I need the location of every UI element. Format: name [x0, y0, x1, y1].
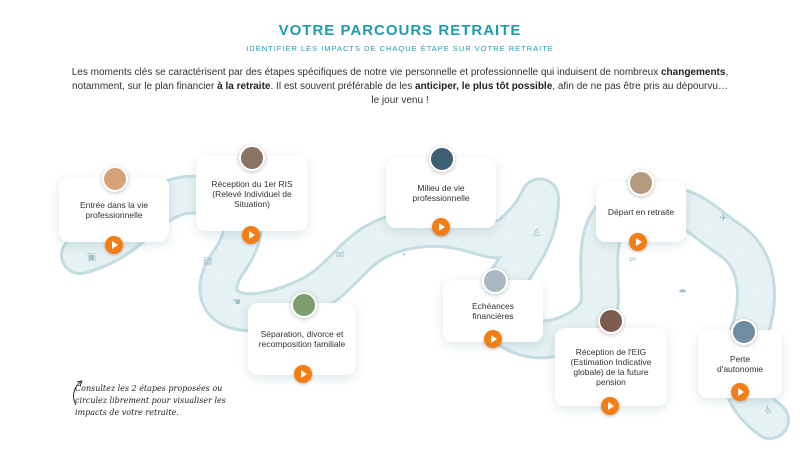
- play-button[interactable]: [731, 383, 749, 401]
- step-label: Entrée dans la vie professionnelle: [79, 199, 149, 220]
- play-button[interactable]: [432, 218, 450, 236]
- people-icon: ♙: [532, 228, 541, 239]
- umbrella-icon: ☂: [678, 288, 687, 299]
- help-note: Consultez les 2 étapes proposées ou circulez librement pour visualiser les impacts de votre retraite.: [75, 384, 226, 417]
- document-icon: ▤: [203, 256, 213, 267]
- step-label: Réception du 1er RIS (Relevé Individuel de Situation): [211, 178, 293, 209]
- step-label: Echéances financières: [471, 301, 515, 321]
- avatar: [239, 145, 265, 171]
- avatar: [731, 319, 757, 345]
- page-subtitle: IDENTIFIER LES IMPACTS DE CHAQUE ÉTAPE SUR VOTRE RETRAITE: [246, 44, 554, 53]
- avatar: [291, 292, 317, 318]
- play-button[interactable]: [629, 233, 647, 251]
- play-button[interactable]: [242, 226, 260, 244]
- step-label: Réception de l'EIG (Estimation Indicative globale) de la future pension: [570, 347, 652, 387]
- page-title: VOTRE PARCOURS RETRAITE: [278, 22, 522, 39]
- avatar: [628, 170, 654, 196]
- step-card-eig[interactable]: [555, 328, 667, 406]
- envelope-icon: ✉: [336, 250, 345, 261]
- play-button[interactable]: [484, 330, 502, 348]
- pointer-icon: ☚: [232, 297, 241, 308]
- step-label: Milieu de vie professionnelle: [412, 183, 470, 203]
- avatar: [102, 166, 128, 192]
- walker-icon: ♿: [764, 405, 773, 416]
- intro-text: Les moments clés se caractérisent par des étapes spécifiques de notre vie personnelle et professionnelle qui induisent de nombreux changements, notamment, sur le plan financier à la retraite. Il est souvent préférable de les anticiper, le plus tôt possible, afin de ne pas être pris au dépourvu… le jour venu !: [71, 67, 729, 106]
- plane-icon: ✈: [719, 213, 728, 224]
- step-label: Perte d'autonomie: [716, 354, 764, 374]
- play-button[interactable]: [601, 397, 619, 415]
- play-button[interactable]: [294, 365, 312, 383]
- avatar: [482, 268, 508, 294]
- avatar: [598, 308, 624, 334]
- step-label: Départ en retraite: [607, 207, 675, 217]
- piggy-icon: ◔: [400, 250, 407, 261]
- play-button[interactable]: [105, 236, 123, 254]
- step-label: Séparation, divorce et recomposition familiale: [258, 329, 346, 349]
- binoculars-icon: ∞: [629, 254, 637, 265]
- briefcase-icon: ▣: [87, 252, 97, 263]
- avatar: [429, 146, 455, 172]
